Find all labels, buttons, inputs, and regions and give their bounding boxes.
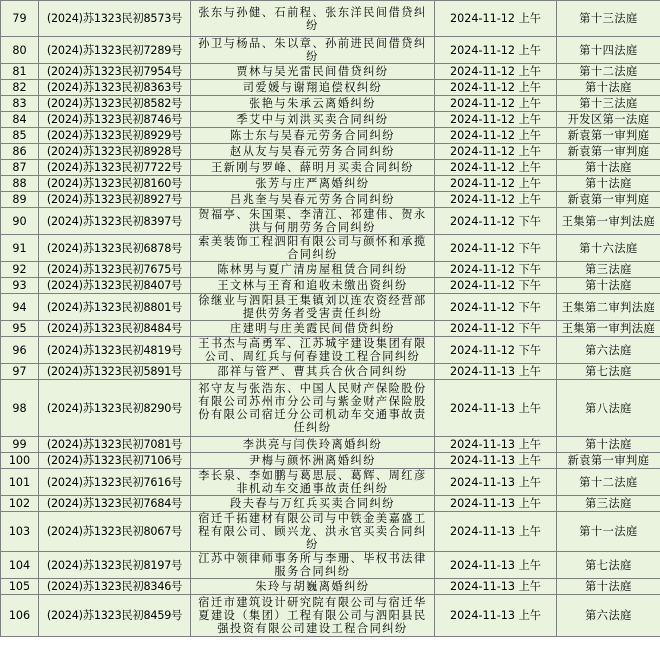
case-title: 徐继业与泗阳县王集镇刘以连农资经营部提供劳务者受害责任纠纷 xyxy=(191,294,435,321)
table-row xyxy=(1,337,660,364)
hearing-date: 2024-11-12 下午 xyxy=(435,321,557,337)
table-row xyxy=(1,512,660,552)
row-number: 105 xyxy=(1,579,39,595)
row-number: 84 xyxy=(1,112,39,128)
table-row xyxy=(1,321,660,337)
case-title: 索美装饰工程泗阳有限公司与颜怀和承揽合同纠纷 xyxy=(191,235,435,262)
hearing-date: 2024-11-12 上午 xyxy=(435,64,557,80)
case-title: 李洪亮与闫佚玲离婚纠纷 xyxy=(191,437,435,453)
table-row xyxy=(1,552,660,579)
courtroom: 第三法庭 xyxy=(557,496,660,512)
hearing-date: 2024-11-12 上午 xyxy=(435,192,557,208)
case-title: 陈林男与夏广清房屋租赁合同纠纷 xyxy=(191,262,435,278)
courtroom: 第十法庭 xyxy=(557,80,660,96)
table-row xyxy=(1,437,660,453)
case-title: 宿迁市建筑设计研究院有限公司与宿迁华夏建设（集团）工程有限公司与泗阳县民强投资有限公司建设工程合同纠纷 xyxy=(191,595,435,637)
case-number: (2024)苏1323民初8397号 xyxy=(39,208,191,235)
hearing-date: 2024-11-12 下午 xyxy=(435,337,557,364)
row-number: 85 xyxy=(1,128,39,144)
table-row xyxy=(1,278,660,294)
case-number: (2024)苏1323民初8928号 xyxy=(39,144,191,160)
hearing-date: 2024-11-13 上午 xyxy=(435,552,557,579)
courtroom: 第十法庭 xyxy=(557,278,660,294)
row-number: 101 xyxy=(1,469,39,496)
courtroom: 第十法庭 xyxy=(557,176,660,192)
hearing-date: 2024-11-12 上午 xyxy=(435,112,557,128)
table-row xyxy=(1,380,660,437)
courtroom: 第十二法庭 xyxy=(557,64,660,80)
case-title: 王文林与王育和追收未缴出资纠纷 xyxy=(191,278,435,294)
row-number: 79 xyxy=(1,1,39,37)
case-title: 张艳与朱承云离婚纠纷 xyxy=(191,96,435,112)
case-number: (2024)苏1323民初5891号 xyxy=(39,364,191,380)
courtroom: 第六法庭 xyxy=(557,337,660,364)
hearing-date: 2024-11-12 下午 xyxy=(435,235,557,262)
case-number: (2024)苏1323民初7675号 xyxy=(39,262,191,278)
courtroom: 新袁第一审判庭 xyxy=(557,128,660,144)
case-title: 朱玲与胡巍离婚纠纷 xyxy=(191,579,435,595)
case-title: 江苏中领律师事务所与李珊、毕权书法律服务合同纠纷 xyxy=(191,552,435,579)
table-row xyxy=(1,364,660,380)
row-number: 93 xyxy=(1,278,39,294)
courtroom: 开发区第一法庭 xyxy=(557,112,660,128)
courtroom: 新袁第一审判庭 xyxy=(557,144,660,160)
row-number: 95 xyxy=(1,321,39,337)
courtroom: 王集第一审判法庭 xyxy=(557,321,660,337)
courtroom: 第十三法庭 xyxy=(557,96,660,112)
table-row xyxy=(1,64,660,80)
courtroom: 第十法庭 xyxy=(557,579,660,595)
table-row xyxy=(1,144,660,160)
table-row xyxy=(1,160,660,176)
courtroom: 第八法庭 xyxy=(557,380,660,437)
case-number: (2024)苏1323民初7954号 xyxy=(39,64,191,80)
case-number: (2024)苏1323民初8573号 xyxy=(39,1,191,37)
case-title: 尹梅与颜怀洲离婚纠纷 xyxy=(191,453,435,469)
row-number: 90 xyxy=(1,208,39,235)
case-number: (2024)苏1323民初8290号 xyxy=(39,380,191,437)
case-number: (2024)苏1323民初8160号 xyxy=(39,176,191,192)
case-title: 李长泉、李如鹏与葛思辰、葛辉、周红彦非机动车交通事故责任纠纷 xyxy=(191,469,435,496)
case-title: 王新刚与罗峰、薛明月买卖合同纠纷 xyxy=(191,160,435,176)
case-number: (2024)苏1323民初8927号 xyxy=(39,192,191,208)
row-number: 92 xyxy=(1,262,39,278)
courtroom: 第六法庭 xyxy=(557,595,660,637)
case-number: (2024)苏1323民初8346号 xyxy=(39,579,191,595)
row-number: 97 xyxy=(1,364,39,380)
case-number: (2024)苏1323民初8484号 xyxy=(39,321,191,337)
table-row xyxy=(1,579,660,595)
case-title: 祁守友与张浩东、中国人民财产保险股份有限公司苏州市分公司与紫金财产保险股份有限公司宿迁分公司机动车交通事故责任纠纷 xyxy=(191,380,435,437)
row-number: 89 xyxy=(1,192,39,208)
case-title: 张东与孙健、石前程、张东洋民间借贷纠纷 xyxy=(191,1,435,37)
hearing-date: 2024-11-12 上午 xyxy=(435,160,557,176)
case-title: 贾林与吴光雷民间借贷纠纷 xyxy=(191,64,435,80)
table-row xyxy=(1,262,660,278)
row-number: 87 xyxy=(1,160,39,176)
table-row xyxy=(1,453,660,469)
courtroom: 第十法庭 xyxy=(557,437,660,453)
case-number: (2024)苏1323民初8746号 xyxy=(39,112,191,128)
hearing-date: 2024-11-12 上午 xyxy=(435,96,557,112)
row-number: 98 xyxy=(1,380,39,437)
table-row xyxy=(1,128,660,144)
courtroom: 新袁第一审判庭 xyxy=(557,453,660,469)
case-number: (2024)苏1323民初6878号 xyxy=(39,235,191,262)
row-number: 96 xyxy=(1,337,39,364)
row-number: 88 xyxy=(1,176,39,192)
table-row xyxy=(1,80,660,96)
case-number: (2024)苏1323民初7722号 xyxy=(39,160,191,176)
case-number: (2024)苏1323民初7081号 xyxy=(39,437,191,453)
case-number: (2024)苏1323民初8801号 xyxy=(39,294,191,321)
case-number: (2024)苏1323民初7289号 xyxy=(39,37,191,64)
table-row xyxy=(1,294,660,321)
case-number: (2024)苏1323民初8067号 xyxy=(39,512,191,552)
hearing-date: 2024-11-12 下午 xyxy=(435,208,557,235)
table-row xyxy=(1,96,660,112)
row-number: 100 xyxy=(1,453,39,469)
case-number: (2024)苏1323民初7106号 xyxy=(39,453,191,469)
courtroom: 第十二法庭 xyxy=(557,469,660,496)
row-number: 106 xyxy=(1,595,39,637)
hearing-date: 2024-11-13 上午 xyxy=(435,364,557,380)
row-number: 91 xyxy=(1,235,39,262)
case-number: (2024)苏1323民初7684号 xyxy=(39,496,191,512)
case-number: (2024)苏1323民初8197号 xyxy=(39,552,191,579)
case-title: 段夫春与万红兵买卖合同纠纷 xyxy=(191,496,435,512)
table-row xyxy=(1,235,660,262)
case-title: 司爱媛与谢翔追偿权纠纷 xyxy=(191,80,435,96)
case-number: (2024)苏1323民初7616号 xyxy=(39,469,191,496)
case-title: 邵祥与管严、曹其兵合伙合同纠纷 xyxy=(191,364,435,380)
row-number: 94 xyxy=(1,294,39,321)
row-number: 81 xyxy=(1,64,39,80)
hearing-date: 2024-11-12 下午 xyxy=(435,278,557,294)
row-number: 102 xyxy=(1,496,39,512)
hearing-date: 2024-11-12 上午 xyxy=(435,1,557,37)
hearing-date: 2024-11-13 上午 xyxy=(435,512,557,552)
row-number: 103 xyxy=(1,512,39,552)
table-row xyxy=(1,208,660,235)
case-number: (2024)苏1323民初8582号 xyxy=(39,96,191,112)
courtroom: 第十法庭 xyxy=(557,160,660,176)
row-number: 83 xyxy=(1,96,39,112)
row-number: 80 xyxy=(1,37,39,64)
table-row xyxy=(1,496,660,512)
case-title: 季艾中与刘洪买卖合同纠纷 xyxy=(191,112,435,128)
hearing-date: 2024-11-12 上午 xyxy=(435,80,557,96)
courtroom: 第十六法庭 xyxy=(557,235,660,262)
courtroom: 新袁第一审判庭 xyxy=(557,192,660,208)
row-number: 104 xyxy=(1,552,39,579)
table-row xyxy=(1,112,660,128)
case-number: (2024)苏1323民初8459号 xyxy=(39,595,191,637)
hearing-date: 2024-11-12 上午 xyxy=(435,128,557,144)
case-number: (2024)苏1323民初8407号 xyxy=(39,278,191,294)
case-number: (2024)苏1323民初8363号 xyxy=(39,80,191,96)
case-title: 王书杰与高勇军、江苏城宇建设集团有限公司、周红兵与何春建设工程合同纠纷 xyxy=(191,337,435,364)
case-number: (2024)苏1323民初8929号 xyxy=(39,128,191,144)
table-row xyxy=(1,1,660,37)
courtroom: 第十一法庭 xyxy=(557,512,660,552)
row-number: 86 xyxy=(1,144,39,160)
hearing-date: 2024-11-13 上午 xyxy=(435,380,557,437)
hearing-date: 2024-11-12 上午 xyxy=(435,144,557,160)
courtroom: 第十四法庭 xyxy=(557,37,660,64)
row-number: 99 xyxy=(1,437,39,453)
case-title: 赵从友与吴春元劳务合同纠纷 xyxy=(191,144,435,160)
case-title: 宿迁千拓建材有限公司与中铁金美嘉盛工程有限公司、顾兴龙、洪永官买卖合同纠纷 xyxy=(191,512,435,552)
case-title: 陈士东与吴春元劳务合同纠纷 xyxy=(191,128,435,144)
case-number: (2024)苏1323民初4819号 xyxy=(39,337,191,364)
table-row xyxy=(1,176,660,192)
courtroom: 第三法庭 xyxy=(557,262,660,278)
hearing-date: 2024-11-13 上午 xyxy=(435,496,557,512)
row-number: 82 xyxy=(1,80,39,96)
hearing-date: 2024-11-12 下午 xyxy=(435,262,557,278)
case-title: 贺福亭、朱国渠、李清江、祁建伟、贺永洪与何朋劳务合同纠纷 xyxy=(191,208,435,235)
hearing-date: 2024-11-13 上午 xyxy=(435,453,557,469)
hearing-date: 2024-11-12 下午 xyxy=(435,294,557,321)
hearing-date: 2024-11-12 上午 xyxy=(435,176,557,192)
case-title: 吕兆奎与吴春元劳务合同纠纷 xyxy=(191,192,435,208)
hearing-date: 2024-11-13 上午 xyxy=(435,595,557,637)
hearing-date: 2024-11-12 上午 xyxy=(435,37,557,64)
table-row xyxy=(1,469,660,496)
courtroom: 第七法庭 xyxy=(557,552,660,579)
hearing-date: 2024-11-13 上午 xyxy=(435,437,557,453)
hearing-date: 2024-11-13 上午 xyxy=(435,579,557,595)
courtroom: 第十三法庭 xyxy=(557,1,660,37)
case-title: 孙卫与杨品、朱以章、孙前进民间借贷纠纷 xyxy=(191,37,435,64)
case-title: 张芳与庄严离婚纠纷 xyxy=(191,176,435,192)
table-row xyxy=(1,192,660,208)
table-row xyxy=(1,595,660,637)
table-row xyxy=(1,37,660,64)
courtroom: 王集第一审判法庭 xyxy=(557,208,660,235)
case-title: 庄建明与庄美霞民间借贷纠纷 xyxy=(191,321,435,337)
hearing-date: 2024-11-13 上午 xyxy=(435,469,557,496)
courtroom: 第七法庭 xyxy=(557,364,660,380)
courtroom: 王集第二审判法庭 xyxy=(557,294,660,321)
